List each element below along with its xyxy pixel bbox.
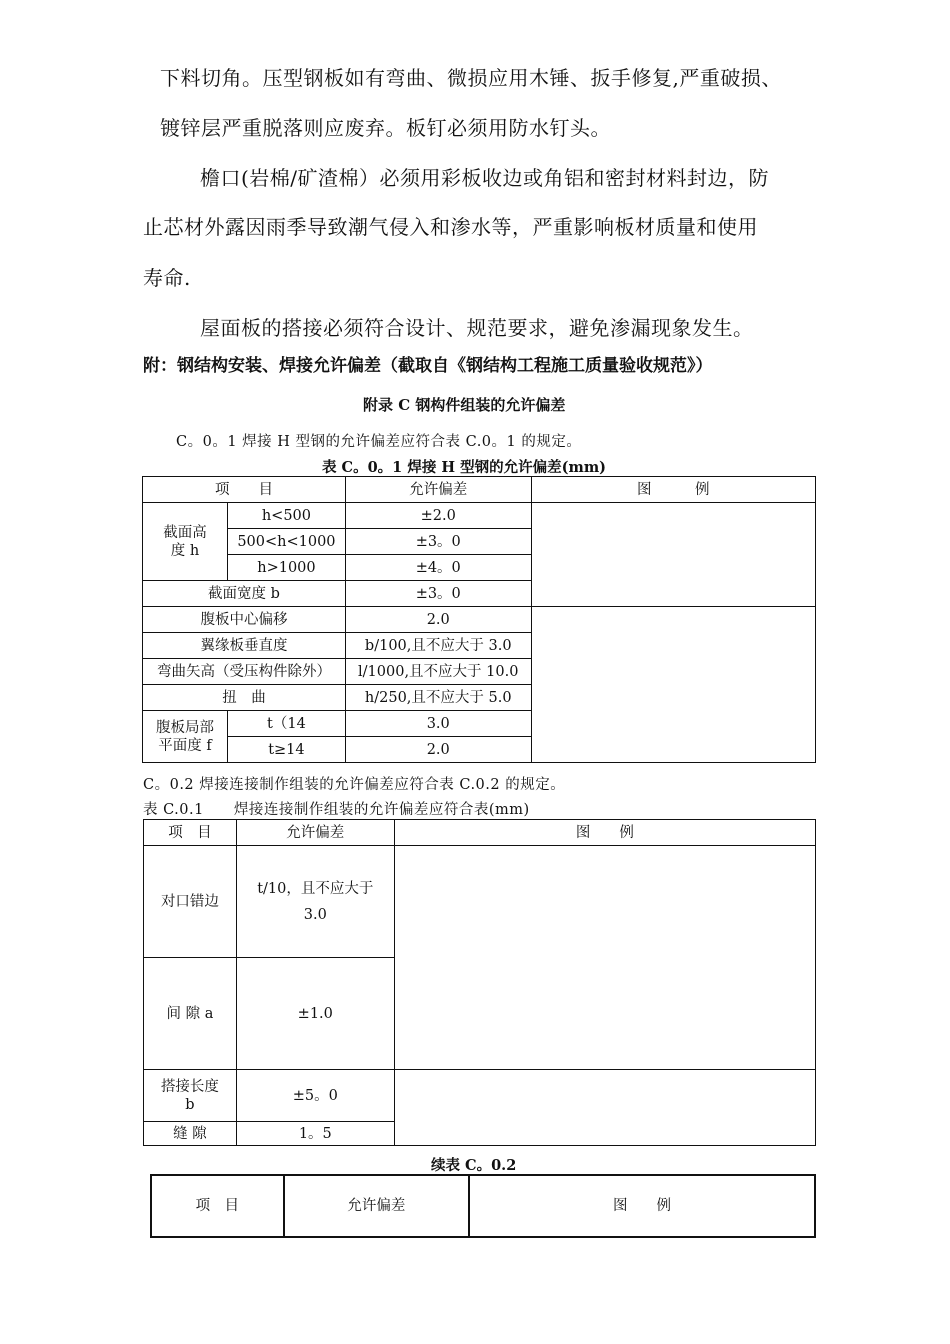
table-row [143, 503, 816, 529]
item-label: 间 隙 a [144, 958, 237, 1070]
section-height-label: 截面高 度 h [143, 503, 228, 581]
item-label: 搭接长度 b [144, 1070, 237, 1122]
table-row [144, 846, 816, 958]
header-item: 项 目 [151, 1175, 284, 1237]
value-cell: h/250,且不应大于 5.0 [345, 685, 531, 711]
header-figure: 图 例 [531, 477, 815, 503]
c01-intro: C。0。1 焊接 H 型钢的允许偏差应符合表 C.0。1 的规定。 [176, 434, 582, 450]
value-cell: 3.0 [345, 711, 531, 737]
table-c02-continued [150, 1174, 816, 1238]
sub-item: 500<h<1000 [227, 529, 345, 555]
value-cell: 2.0 [345, 607, 531, 633]
table-c01 [142, 476, 816, 763]
value-cell: 1。5 [236, 1122, 394, 1146]
item-label: 缝 隙 [144, 1122, 237, 1146]
value-cell: b/100,且不应大于 3.0 [345, 633, 531, 659]
figure-cell [531, 607, 815, 763]
header-item: 项 目 [144, 820, 237, 846]
value-cell: t/10，且不应大于 3.0 [236, 846, 394, 958]
header-item: 项 目 [143, 477, 346, 503]
paragraph-line: 檐口(岩棉/矿渣棉）必须用彩板收边或角铝和密封材料封边，防 [200, 166, 770, 190]
table-c02 [143, 819, 816, 1146]
value-cell: ±1.0 [236, 958, 394, 1070]
item-label: 翼缘板垂直度 [143, 633, 346, 659]
header-figure: 图 例 [469, 1175, 815, 1237]
figure-cell [531, 503, 815, 607]
figure-cell [394, 846, 815, 1070]
sub-item: t≥14 [227, 737, 345, 763]
item-label: 截面宽度 b [143, 581, 346, 607]
header-tolerance: 允许偏差 [284, 1175, 469, 1237]
table-row [143, 607, 816, 633]
paragraph-line: 镀锌层严重脱落则应废弃。板钉必须用防水钉头。 [160, 116, 611, 140]
appendix-c-title: 附录 C 钢构件组装的允许偏差 [363, 396, 566, 414]
table-row [144, 1070, 816, 1122]
value-cell: ±3。0 [345, 581, 531, 607]
item-label: 扭 曲 [143, 685, 346, 711]
sub-item: h<500 [227, 503, 345, 529]
sub-item: h>1000 [227, 555, 345, 581]
value-cell: l/1000,且不应大于 10.0 [345, 659, 531, 685]
figure-cell [394, 1070, 815, 1146]
c02-intro: C。0.2 焊接连接制作组装的允许偏差应符合表 C.0.2 的规定。 [143, 777, 566, 793]
table3-caption: 续表 C。0.2 [431, 1157, 517, 1174]
web-flatness-label: 腹板局部 平面度 f [143, 711, 228, 763]
table1-caption: 表 C。0。1 焊接 H 型钢的允许偏差(mm) [322, 459, 607, 476]
header-tolerance: 允许偏差 [236, 820, 394, 846]
item-label: 对口错边 [144, 846, 237, 958]
table2-caption: 表 C.0.1 焊接连接制作组装的允许偏差应符合表(mm) [143, 802, 530, 818]
paragraph-line: 屋面板的搭接必须符合设计、规范要求，避免渗漏现象发生。 [200, 316, 754, 340]
header-figure: 图 例 [394, 820, 815, 846]
value-cell: ±5。0 [236, 1070, 394, 1122]
paragraph-line: 寿命. [143, 266, 191, 290]
paragraph-line: 止芯材外露因雨季导致潮气侵入和渗水等，严重影响板材质量和使用 [143, 215, 758, 239]
table-header-row [144, 820, 816, 846]
appendix-heading: 附：钢结构安装、焊接允许偏差（截取自《钢结构工程施工质量验收规范》） [143, 356, 713, 376]
value-cell: ±4。0 [345, 555, 531, 581]
item-label: 腹板中心偏移 [143, 607, 346, 633]
value-cell: ±2.0 [345, 503, 531, 529]
table-header-row [151, 1175, 815, 1237]
paragraph-line: 下料切角。压型钢板如有弯曲、微损应用木锤、扳手修复,严重破损、 [160, 66, 782, 90]
header-tolerance: 允许偏差 [345, 477, 531, 503]
item-label: 弯曲矢高（受压构件除外） [143, 659, 346, 685]
value-cell: ±3。0 [345, 529, 531, 555]
table-header-row [143, 477, 816, 503]
sub-item: t（14 [227, 711, 345, 737]
value-cell: 2.0 [345, 737, 531, 763]
